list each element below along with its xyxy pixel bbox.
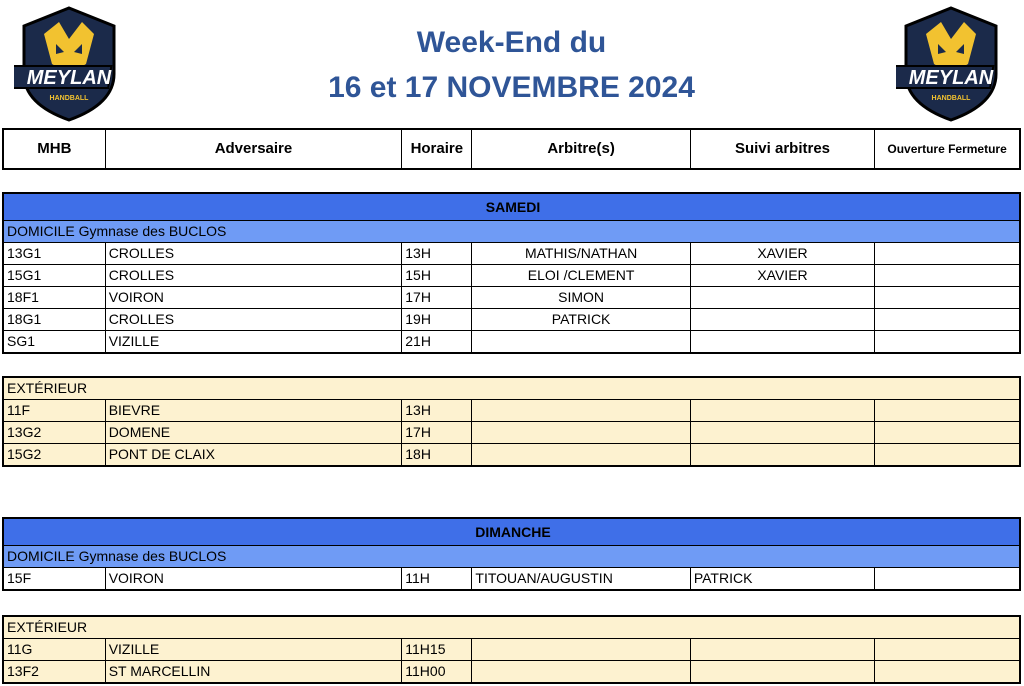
page-header: [2, 0, 1021, 128]
opening-closing-cell: [875, 265, 1020, 287]
time-cell: 15H: [402, 265, 472, 287]
referee-follow-cell: [690, 287, 874, 309]
col-adversaire: Adversaire: [105, 129, 402, 169]
table-row: [3, 661, 1020, 684]
samedi-home-table: [2, 192, 1021, 354]
referee-cell: [472, 422, 690, 444]
referee-cell: SIMON: [472, 287, 690, 309]
team-cell: 15F: [3, 568, 105, 591]
referee-follow-cell: XAVIER: [690, 265, 874, 287]
referee-cell: TITOUAN/AUGUSTIN: [472, 568, 690, 591]
opening-closing-cell: [875, 400, 1020, 422]
time-cell: 18H: [402, 444, 472, 467]
opening-closing-cell: [875, 309, 1020, 331]
table-row: [3, 639, 1020, 661]
referee-follow-cell: [690, 422, 874, 444]
team-cell: 11F: [3, 400, 105, 422]
samedi-away-rows: [3, 400, 1020, 467]
referee-cell: PATRICK: [472, 309, 690, 331]
table-row: [3, 422, 1020, 444]
time-cell: 17H: [402, 422, 472, 444]
team-cell: 11G: [3, 639, 105, 661]
section-label-away: EXTÉRIEUR: [3, 616, 1020, 639]
team-cell: 18G1: [3, 309, 105, 331]
table-row: [3, 243, 1020, 265]
referee-follow-cell: [690, 331, 874, 354]
dimanche-home-rows: [3, 568, 1020, 591]
referee-follow-cell: XAVIER: [690, 243, 874, 265]
referee-cell: [472, 400, 690, 422]
opponent-cell: CROLLES: [105, 265, 402, 287]
referee-follow-cell: [690, 444, 874, 467]
time-cell: 21H: [402, 331, 472, 354]
opponent-cell: CROLLES: [105, 309, 402, 331]
team-cell: SG1: [3, 331, 105, 354]
col-arbitres: Arbitre(s): [472, 129, 690, 169]
section-label-away: EXTÉRIEUR: [3, 377, 1020, 400]
referee-cell: ELOI /CLEMENT: [472, 265, 690, 287]
referee-follow-cell: [690, 309, 874, 331]
table-row: [3, 400, 1020, 422]
opponent-cell: VOIRON: [105, 287, 402, 309]
table-row: [3, 444, 1020, 467]
time-cell: 13H: [402, 243, 472, 265]
day-label-dimanche: DIMANCHE: [3, 518, 1020, 546]
referee-cell: [472, 639, 690, 661]
team-cell: 18F1: [3, 287, 105, 309]
section-label-home: DOMICILE Gymnase des BUCLOS: [3, 546, 1020, 568]
opponent-cell: CROLLES: [105, 243, 402, 265]
page-title: Week-End du: [416, 26, 607, 59]
samedi-home-rows: [3, 243, 1020, 354]
referee-cell: MATHIS/NATHAN: [472, 243, 690, 265]
opponent-cell: PONT DE CLAIX: [105, 444, 402, 467]
opening-closing-cell: [875, 444, 1020, 467]
opening-closing-cell: [875, 568, 1020, 591]
referee-cell: [472, 331, 690, 354]
logo-text: MEYLAN: [26, 67, 112, 89]
referee-cell: [472, 444, 690, 467]
team-cell: 13F2: [3, 661, 105, 684]
logo-subtext: HANDBALL: [49, 95, 89, 102]
dimanche-away-rows: [3, 639, 1020, 684]
time-cell: 17H: [402, 287, 472, 309]
referee-follow-cell: PATRICK: [690, 568, 874, 591]
section-label-home: DOMICILE Gymnase des BUCLOS: [3, 221, 1020, 243]
samedi-away-table: [2, 376, 1021, 467]
table-row: [3, 568, 1020, 591]
opponent-cell: VOIRON: [105, 568, 402, 591]
opponent-cell: DOMENE: [105, 422, 402, 444]
opponent-cell: ST MARCELLIN: [105, 661, 402, 684]
opponent-cell: BIEVRE: [105, 400, 402, 422]
col-horaire: Horaire: [402, 129, 472, 169]
team-cell: 13G2: [3, 422, 105, 444]
table-row: [3, 287, 1020, 309]
opening-closing-cell: [875, 422, 1020, 444]
team-cell: 15G2: [3, 444, 105, 467]
col-suivi-arbitres: Suivi arbitres: [690, 129, 874, 169]
logo-text: MEYLAN: [908, 67, 994, 89]
time-cell: 13H: [402, 400, 472, 422]
opponent-cell: VIZILLE: [105, 639, 402, 661]
dimanche-home-table: [2, 517, 1021, 591]
column-header: [2, 128, 1021, 170]
time-cell: 11H: [402, 568, 472, 591]
col-ouverture-fermeture: Ouverture Fermeture: [875, 129, 1020, 169]
day-label-samedi: SAMEDI: [3, 193, 1020, 221]
dimanche-away-table: [2, 615, 1021, 684]
table-row: [3, 331, 1020, 354]
opening-closing-cell: [875, 639, 1020, 661]
referee-follow-cell: [690, 639, 874, 661]
referee-follow-cell: [690, 661, 874, 684]
referee-cell: [472, 661, 690, 684]
meylan-logo: [896, 4, 1006, 124]
time-cell: 11H15: [402, 639, 472, 661]
table-row: [3, 265, 1020, 287]
opening-closing-cell: [875, 287, 1020, 309]
table-row: [3, 309, 1020, 331]
time-cell: 19H: [402, 309, 472, 331]
opening-closing-cell: [875, 661, 1020, 684]
col-mhb: MHB: [37, 140, 72, 157]
time-cell: 11H00: [402, 661, 472, 684]
logo-subtext: HANDBALL: [931, 95, 971, 102]
referee-follow-cell: [690, 400, 874, 422]
team-cell: 15G1: [3, 265, 105, 287]
opponent-cell: VIZILLE: [105, 331, 402, 354]
team-cell: 13G1: [3, 243, 105, 265]
opening-closing-cell: [875, 243, 1020, 265]
meylan-logo: [14, 4, 124, 124]
opening-closing-cell: [875, 331, 1020, 354]
page-subtitle: 16 et 17 NOVEMBRE 2024: [328, 71, 695, 104]
